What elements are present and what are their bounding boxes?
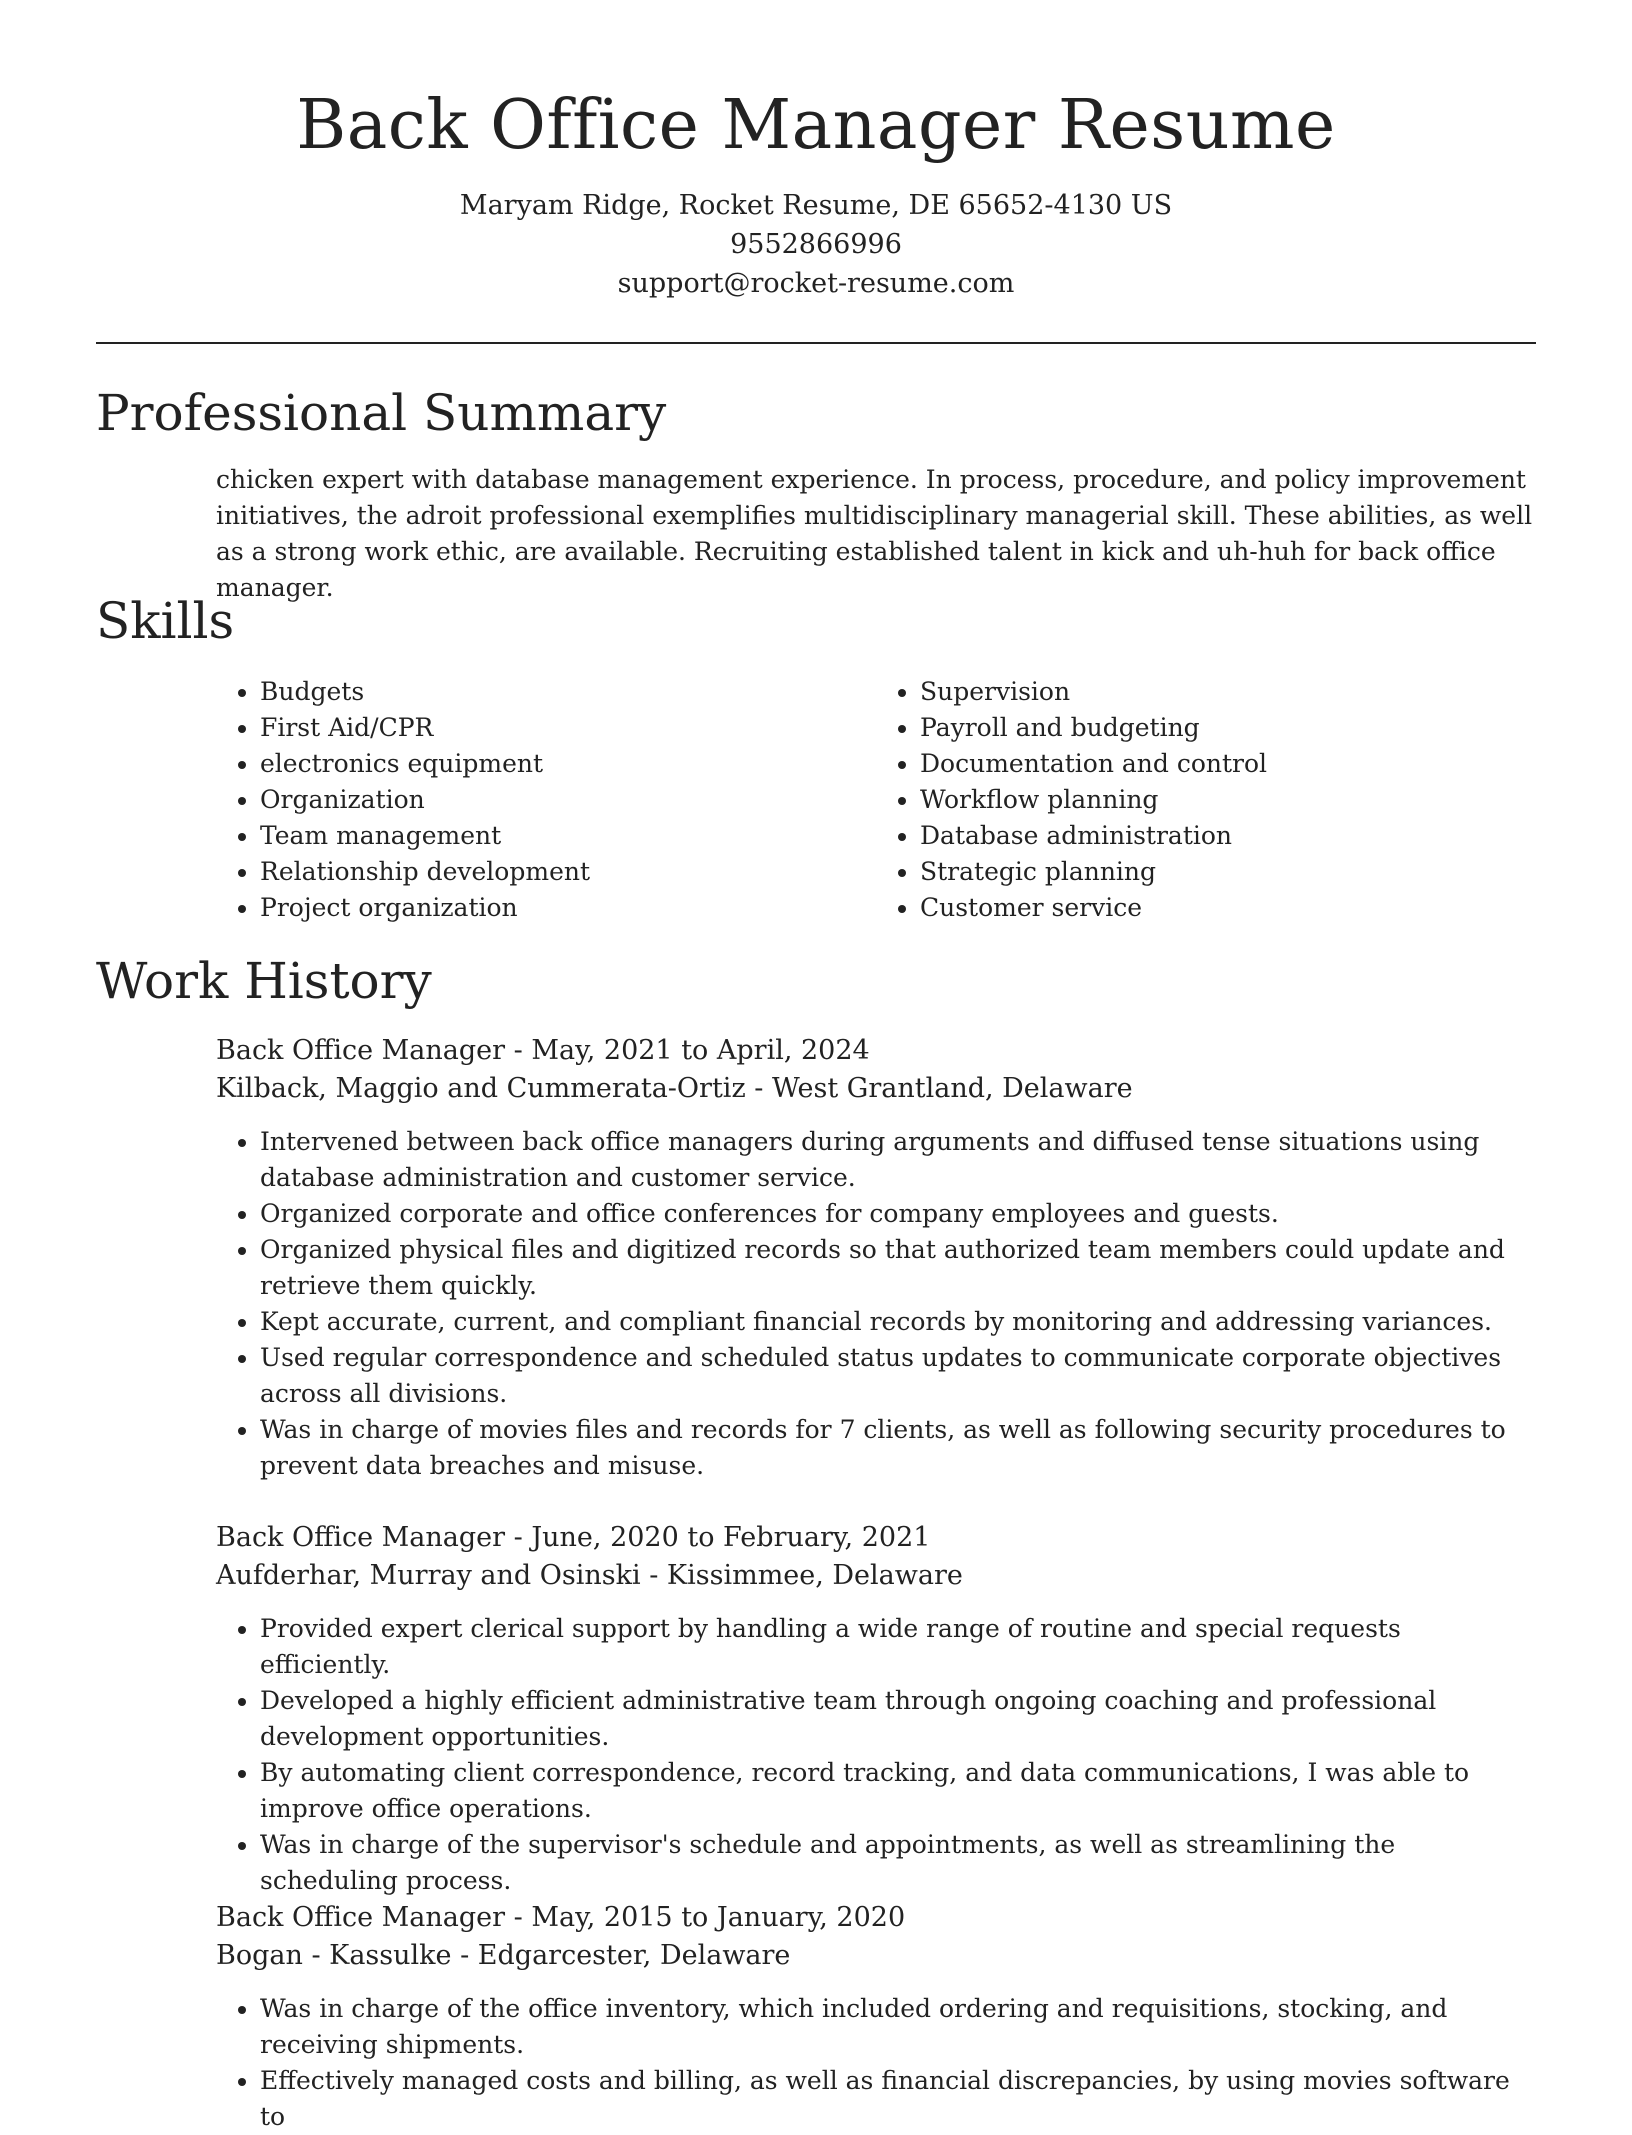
contact-email: support@rocket-resume.com — [617, 268, 1015, 299]
job-bullet: • Provided expert clerical support by handling a wide range of routine and special requests efficiently. — [260, 1611, 1536, 1683]
job-bullet: • Was in charge of movies files and records for 7 clients, as well as following security procedures to prevent data breaches and misuse. — [260, 1412, 1536, 1484]
skills-list — [216, 674, 1536, 926]
skill-item: • Project organization — [260, 890, 876, 926]
resume-title: Back Office Manager Resume — [296, 86, 1336, 165]
job-title-line: Back Office Manager - June, 2020 to February, 2021 — [216, 1522, 931, 1553]
summary-heading: Professional Summary — [96, 384, 667, 442]
skill-item: • Strategic planning — [920, 854, 1536, 890]
job-bullet: • By automating client correspondence, record tracking, and data communications, I was able to improve office operations. — [260, 1755, 1536, 1827]
job-bullet: • Organized corporate and office conferences for company employees and guests. — [260, 1196, 1536, 1232]
job-bullet: • Kept accurate, current, and compliant financial records by monitoring and addressing variances. — [260, 1304, 1536, 1340]
skills-column-right — [876, 674, 1536, 926]
skill-item: • Organization — [260, 782, 876, 818]
job-bullet: • Used regular correspondence and scheduled status updates to communicate corporate objectives across all divisions. — [260, 1340, 1536, 1412]
job-bullet: • Effectively managed costs and billing, as well as financial discrepancies, by using movies software to — [260, 2063, 1536, 2135]
summary-text: chicken expert with database management experience. In process, procedure, and policy improvement initiatives, the adroit professional exemplifies multidisciplinary managerial skill. These abilities, as well as a strong work ethic, are available. Recruiting established talent in kick and uh-huh for back office manager. — [216, 465, 1533, 602]
job-bullet: • Was in charge of the supervisor's schedule and appointments, as well as streamlining the scheduling process. — [260, 1827, 1536, 1899]
skills-heading: Skills — [96, 592, 235, 650]
job-company-line: Bogan - Kassulke - Edgarcester, Delaware — [216, 1940, 791, 1971]
skills-column-left — [216, 674, 876, 926]
job-entry — [216, 1032, 1536, 1484]
contact-address: Maryam Ridge, Rocket Resume, DE 65652-4130 US — [459, 190, 1173, 221]
skill-item: • Customer service — [920, 890, 1536, 926]
work-history-heading: Work History — [96, 952, 432, 1010]
resume-header — [0, 82, 1632, 303]
skill-item: • Payroll and budgeting — [920, 710, 1536, 746]
skill-item: • Budgets — [260, 674, 876, 710]
contact-block — [0, 186, 1632, 303]
job-company-line: Kilback, Maggio and Cummerata-Ortiz - West Grantland, Delaware — [216, 1073, 1133, 1104]
skill-item: • Team management — [260, 818, 876, 854]
skill-item: • Supervision — [920, 674, 1536, 710]
job-entry — [216, 1519, 1536, 1899]
job-bullet: • Intervened between back office managers during arguments and diffused tense situations using database administration and customer service. — [260, 1124, 1536, 1196]
skill-item: • Database administration — [920, 818, 1536, 854]
job-entry — [216, 1899, 1536, 2135]
job-bullet: • Was in charge of the office inventory, which included ordering and requisitions, stocking, and receiving shipments. — [260, 1991, 1536, 2063]
job-bullets — [216, 1991, 1536, 2135]
job-bullet: • Organized physical files and digitized records so that authorized team members could update and retrieve them quickly. — [260, 1232, 1536, 1304]
job-company-line: Aufderhar, Murray and Osinski - Kissimmee, Delaware — [216, 1560, 963, 1591]
job-bullets — [216, 1611, 1536, 1899]
skill-item: • Workflow planning — [920, 782, 1536, 818]
job-bullet: • Developed a highly efficient administrative team through ongoing coaching and professional development opportunities. — [260, 1683, 1536, 1755]
contact-phone: 9552866996 — [730, 229, 902, 260]
header-divider — [96, 342, 1536, 344]
skill-item: • Relationship development — [260, 854, 876, 890]
job-title-line: Back Office Manager - May, 2015 to January, 2020 — [216, 1902, 906, 1933]
skill-item: • electronics equipment — [260, 746, 876, 782]
job-bullets — [216, 1124, 1536, 1484]
job-title-line: Back Office Manager - May, 2021 to April, 2024 — [216, 1035, 870, 1066]
skill-item: • Documentation and control — [920, 746, 1536, 782]
skill-item: • First Aid/CPR — [260, 710, 876, 746]
